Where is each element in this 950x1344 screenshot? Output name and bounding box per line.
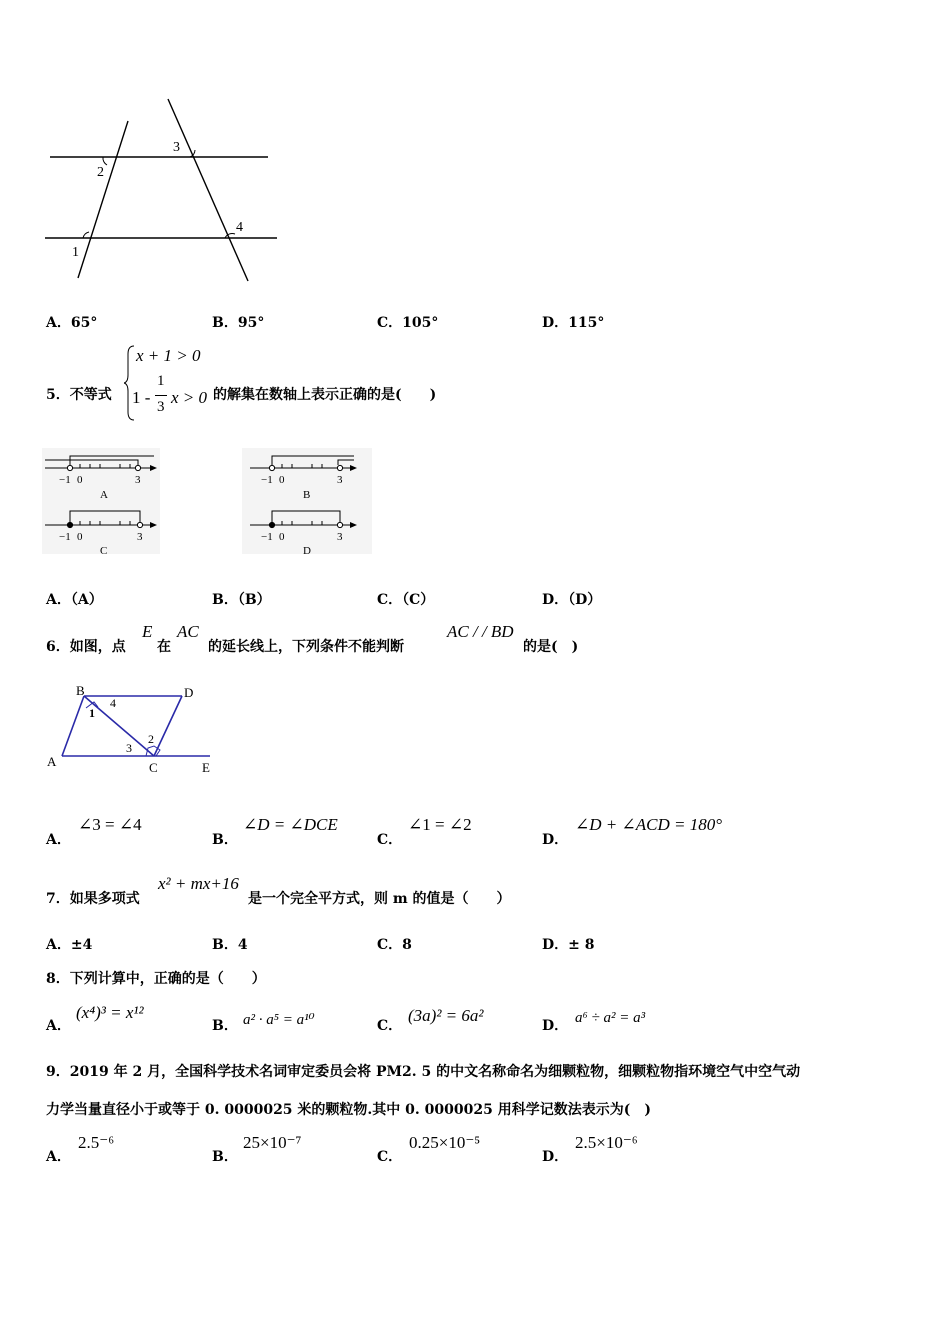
tick-label: −1 [261,531,273,543]
tick-label: −1 [261,474,273,486]
tick-label: 0 [279,474,285,486]
option-text: （B） [237,592,271,608]
q6-text2: 在 [157,639,171,655]
option-letter: A． [46,937,71,953]
q5-frac-den: 3 [157,399,165,415]
q6-parallel: AC / / BD [447,622,514,641]
option-letter: C． [377,937,403,953]
q8-option-c-expr[interactable]: (3a)² = 6a² [408,1006,484,1025]
q5-option-d[interactable] [542,589,601,609]
q7-option-d[interactable] [542,934,595,954]
q4-label-3: 3 [173,140,180,155]
option-text: ± 8 [568,937,595,953]
q8-option-b-expr[interactable]: a² · a⁵ = a¹⁰ [243,1012,315,1028]
q7-text1: 7．如果多项式 [46,891,140,907]
numberline-name: B [303,489,311,501]
tick-label: 0 [77,474,83,486]
q6-point-e: E [142,622,153,641]
tick-label: 3 [135,474,141,486]
q6-option-b-letter[interactable]: B． [212,832,238,848]
q9-option-b-letter[interactable]: B． [212,1149,238,1165]
q4-option-c[interactable] [377,312,438,332]
q5-option-a[interactable] [46,589,103,609]
q5-option-b[interactable] [212,589,271,609]
option-text: 115° [568,315,605,331]
q6-label-2: 2 [148,732,154,746]
q6-option-d-expr[interactable]: ∠D + ∠ACD = 180° [575,815,723,834]
q5-frac-bar [155,395,167,396]
option-text: 105° [402,315,439,331]
option-letter: D． [542,592,569,608]
q5-prefix: 5．不等式 [46,387,112,403]
q4-option-a[interactable] [46,312,97,332]
q8-stem: 8．下列计算中，正确的是（ ） [46,971,266,987]
q5-system-line2-a: 1 - [132,388,151,407]
q8-option-b-letter[interactable]: B． [212,1018,238,1034]
option-text: 65° [70,315,98,331]
q6-text3: 的延长线上，下列条件不能判断 [208,639,404,655]
tick-label: −1 [59,531,71,543]
q6-label-1: 1 [89,706,95,720]
q6-text4: 的是( ) [523,639,579,655]
option-text: （D） [568,592,602,608]
q7-option-a[interactable] [46,934,92,954]
q9-option-b-expr[interactable]: 25×10⁻⁷ [243,1133,302,1152]
q9-option-a-expr[interactable]: 2.5⁻⁶ [78,1133,115,1152]
tick-label: 3 [337,531,343,543]
q5-suffix: 的解集在数轴上表示正确的是( ) [213,387,437,403]
q6-segment-ac: AC [177,622,199,641]
q6-label-b: B [76,683,85,698]
q4-label-4: 4 [236,220,243,235]
q7-option-b[interactable] [212,934,248,954]
option-text: （A） [70,592,103,608]
q4-option-d[interactable] [542,312,604,332]
option-letter: D． [542,937,569,953]
q5-system-brace [124,344,136,422]
q5-system-line2-b: x > 0 [171,388,208,407]
q9-option-d-expr[interactable]: 2.5×10⁻⁶ [575,1133,638,1152]
q8-option-d-expr[interactable]: a⁶ ÷ a² = a³ [575,1010,646,1026]
q7-polynomial: x² + mx+16 [158,874,239,893]
q6-label-d: D [184,685,194,700]
q6-label-4: 4 [110,696,116,710]
q6-option-d-letter[interactable]: D． [542,832,569,848]
option-text: ±4 [70,937,93,953]
option-text: （C） [402,592,435,608]
q5-option-c[interactable] [377,589,434,609]
option-letter: D． [542,315,569,331]
q6-text1: 6．如图，点 [46,639,126,655]
q9-option-a-letter[interactable]: A． [46,1149,71,1165]
q6-option-a-letter[interactable]: A． [46,832,71,848]
option-letter: B． [212,592,238,608]
option-letter: C． [377,592,403,608]
q4-label-2: 2 [97,165,104,180]
q8-option-c-letter[interactable]: C． [377,1018,403,1034]
q7-text2: 是一个完全平方式，则 m 的值是（ ） [248,891,511,907]
tick-label: 3 [137,531,143,543]
tick-label: 3 [337,474,343,486]
q6-option-b-expr[interactable]: ∠D = ∠DCE [243,815,338,834]
numberline-name: A [100,489,108,501]
q6-label-a: A [47,754,57,769]
q6-option-c-letter[interactable]: C． [377,832,403,848]
q8-option-d-letter[interactable]: D． [542,1018,569,1034]
q6-option-c-expr[interactable]: ∠1 = ∠2 [408,815,472,834]
option-letter: A． [46,315,71,331]
q5-system-line1: x + 1 > 0 [136,346,201,365]
q6-label-3: 3 [126,741,132,755]
tick-label: 0 [77,531,83,543]
option-letter: C． [377,315,403,331]
option-letter: A． [46,592,71,608]
q4-option-b[interactable] [212,312,264,332]
q4-label-1: 1 [72,245,79,260]
option-text: 8 [402,937,412,953]
q6-option-a-expr[interactable]: ∠3 = ∠4 [78,815,142,834]
option-letter: B． [212,315,238,331]
q9-line2: 力学当量直径小于或等于 0. 0000025 米的颗粒物.其中 0. 0000025 用科学记数法表示为( ) [46,1102,651,1118]
q6-label-e: E [202,760,210,775]
q5-frac-num: 1 [157,373,165,389]
option-text: 95° [237,315,265,331]
q8-option-a-expr[interactable]: (x⁴)³ = x¹² [76,1003,144,1022]
option-text: 4 [237,937,248,953]
q5-numberlines [42,448,372,556]
q4-figure [40,95,285,285]
tick-label: −1 [59,474,71,486]
tick-label: 0 [279,531,285,543]
q6-label-c: C [149,760,158,775]
q9-option-d-letter[interactable]: D． [542,1149,569,1165]
q9-option-c-letter[interactable]: C． [377,1149,403,1165]
option-letter: B． [212,937,238,953]
q9-line1: 9．2019 年 2 月，全国科学技术名词审定委员会将 PM2. 5 的中文名称命名为细颗粒物，细颗粒物指环境空气中空气动 [46,1064,801,1080]
q8-option-a-letter[interactable]: A． [46,1018,71,1034]
q6-figure [42,680,222,780]
q7-option-c[interactable] [377,934,412,954]
q9-option-c-expr[interactable]: 0.25×10⁻⁵ [409,1133,481,1152]
numberline-name: D [303,545,311,556]
numberline-name: C [100,545,108,556]
